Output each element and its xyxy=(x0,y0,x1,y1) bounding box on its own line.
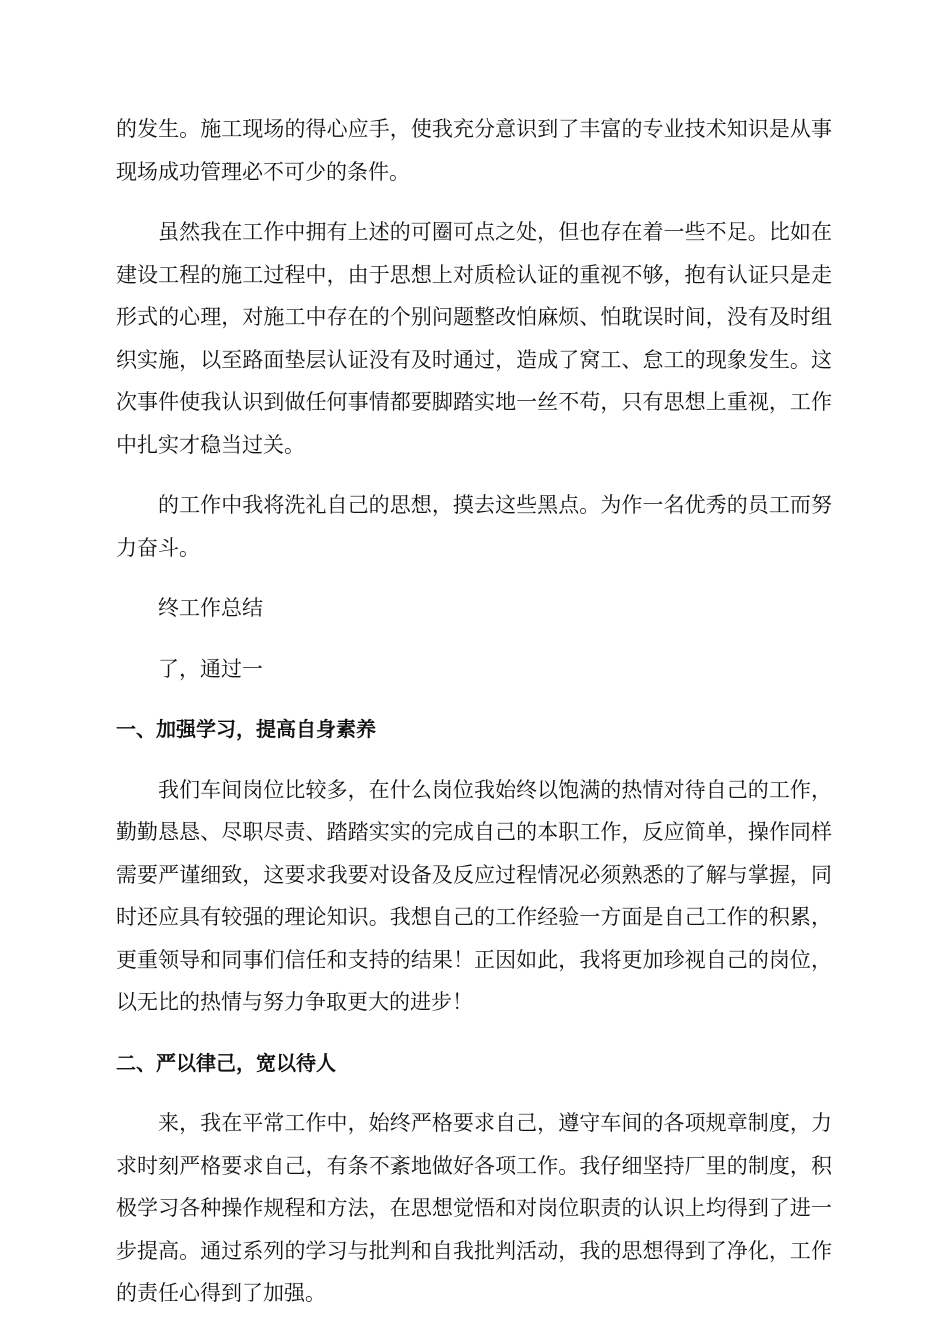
paragraph-7: 来，我在平常工作中，始终严格要求自己，遵守车间的各项规章制度，力求时刻严格要求自己，有条不紊地做好各项工作。我仔细坚持厂里的制度，积极学习各种操作规程和方法，在思想觉悟和对岗位职责的认识上均得到了进一步提高。通过系列的学习与批判和自我批判活动，我的思想得到了净化，工作的责任心得到了加强。 xyxy=(116,1111,832,1305)
paragraph-5: 了，通过一 xyxy=(158,656,263,681)
paragraph-1: 的发生。施工现场的得心应手，使我充分意识到了丰富的专业技术知识是从事现场成功管理必不可少的条件。 xyxy=(116,117,832,184)
section-heading-2: 二、严以律己，宽以待人 xyxy=(116,1050,336,1075)
paragraph-6: 我们车间岗位比较多，在什么岗位我始终以饱满的热情对待自己的工作，勤勤恳恳、尽职尽责、踏踏实实的完成自己的本职工作，反应简单，操作同样需要严谨细致，这要求我要对设备及反应过程情况必须熟悉的了解与掌握，同时还应具有较强的理论知识。我想自己的工作经验一方面是自己工作的积累，更重领导和同事们信任和支持的结果！正因如此，我将更加珍视自己的岗位，以无比的热情与努力争取更大的进步！ xyxy=(116,777,832,1014)
section-heading-1: 一、加强学习，提高自身素养 xyxy=(116,717,376,741)
paragraph-2: 虽然我在工作中拥有上述的可圈可点之处，但也存在着一些不足。比如在建设工程的施工过程中，由于思想上对质检认证的重视不够，抱有认证只是走形式的心理，对施工中存在的个别问题整改怕麻烦、怕耽误时间，没有及时组织实施，以至路面垫层认证没有及时通过，造成了窝工、怠工的现象发生。这次事件使我认识到做任何事情都要脚踏实地一丝不苟，只有思想上重视，工作中扎实才稳当过关。 xyxy=(116,220,832,457)
paragraph-3: 的工作中我将洗礼自己的思想，摸去这些黑点。为作一名优秀的员工而努力奋斗。 xyxy=(116,493,832,560)
paragraph-4: 终工作总结 xyxy=(158,596,263,620)
document-body xyxy=(116,108,832,1333)
